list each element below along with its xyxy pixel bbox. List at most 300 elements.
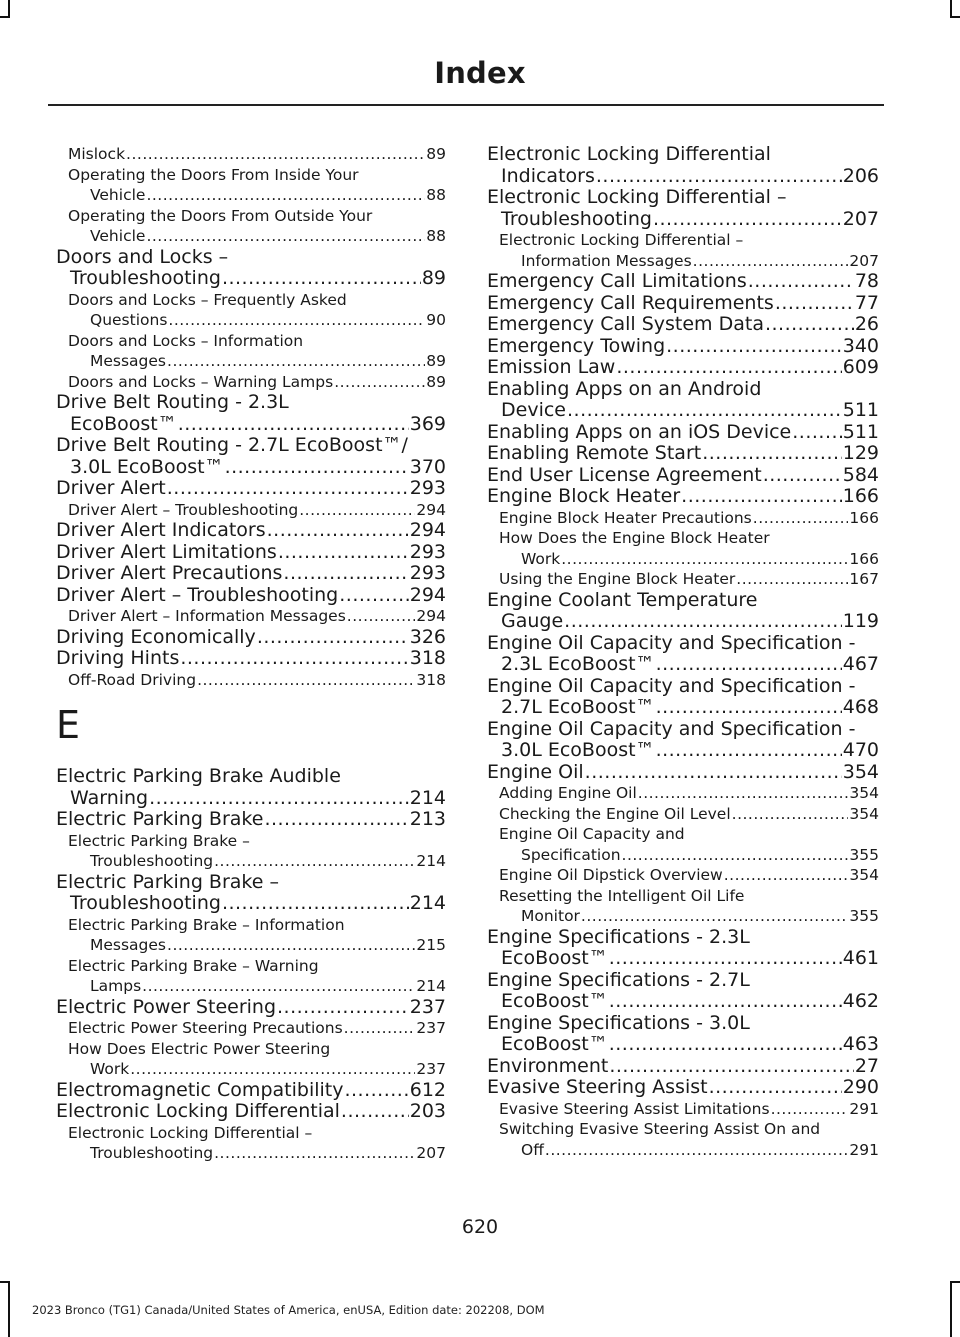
index-subentry: [56, 606, 446, 627]
entry-page-number: 89: [426, 352, 446, 370]
entry-page-number: 511: [842, 420, 879, 443]
entry-title-line: Electric Parking Brake – Warning: [68, 956, 319, 975]
index-column-left: [56, 144, 446, 1164]
entry-title: Engine Oil Dipstick Overview: [499, 866, 723, 884]
index-entry: [487, 443, 879, 465]
index-entry: [56, 648, 446, 670]
dot-leader: [264, 809, 408, 831]
entry-page-number: 467: [842, 653, 879, 675]
dot-leader: [656, 654, 842, 676]
entry-title-line: Engine Specifications - 3.0L: [487, 1011, 750, 1034]
index-entry: [487, 379, 879, 422]
entry-title-line: Electric Parking Brake Audible: [56, 765, 341, 787]
index-subentry: [56, 670, 446, 691]
entry-title: Emergency Towing: [487, 334, 666, 357]
entry-page-number: 470: [842, 739, 879, 761]
page-title: Index: [434, 56, 526, 90]
entry-title: Troubleshooting: [90, 852, 214, 870]
entry-title: Engine Block Heater: [487, 485, 681, 507]
index-entry: [487, 676, 879, 719]
entry-title: EcoBoost™: [70, 412, 177, 435]
dot-leader: [130, 1059, 415, 1080]
entry-page-number: 203: [409, 1100, 446, 1122]
entry-page-number: 354: [849, 804, 879, 823]
entry-title: 2.7L EcoBoost™: [501, 696, 655, 718]
entry-title: Engine Block Heater Precautions: [499, 508, 752, 527]
index-entry: [56, 766, 446, 809]
entry-page-number: 166: [842, 485, 879, 507]
entry-title: Driver Alert – Troubleshooting: [56, 583, 339, 606]
dot-leader: [596, 166, 842, 188]
entry-page-number: 213: [409, 808, 446, 830]
entry-page-number: 237: [416, 1060, 446, 1078]
index-subentry: [56, 1123, 446, 1164]
index-entry: [487, 762, 879, 784]
dot-leader: [339, 585, 408, 607]
entry-page-number: 354: [849, 784, 879, 802]
entry-page-number: 90: [426, 311, 446, 329]
dot-leader: [581, 906, 848, 927]
entry-title-line: Resetting the Intelligent Oil Life: [499, 886, 745, 905]
entry-page-number: 318: [416, 670, 446, 689]
index-subentry: [56, 1018, 446, 1039]
entry-title: Gauge: [501, 610, 564, 632]
index-entry: [487, 970, 879, 1013]
entry-title: Adding Engine Oil: [499, 784, 637, 802]
entry-page-number: 290: [842, 1076, 879, 1098]
index-entry: [487, 293, 879, 315]
entry-page-number: 207: [849, 251, 879, 270]
entry-title: Evasive Steering Assist: [487, 1076, 708, 1098]
entry-page-number: 355: [849, 907, 879, 925]
entry-title: 3.0L EcoBoost™: [501, 739, 655, 761]
entry-title-line: Engine Specifications - 2.7L: [487, 968, 750, 991]
dot-leader: [167, 351, 425, 372]
dot-leader: [149, 788, 409, 810]
entry-title: EcoBoost™: [501, 947, 608, 969]
entry-title: Lamps: [90, 977, 142, 995]
entry-title: Questions: [90, 311, 168, 329]
index-entry: [56, 392, 446, 435]
dot-leader: [146, 226, 425, 247]
entry-page-number: 369: [409, 412, 446, 435]
dot-leader: [214, 1143, 415, 1164]
entry-page-number: 129: [842, 442, 879, 464]
index-entry: [56, 247, 446, 290]
dot-leader: [299, 500, 415, 521]
index-entry: [487, 144, 879, 187]
index-subentry: [487, 508, 879, 529]
entry-page-number: 237: [409, 995, 446, 1018]
entry-page-number: 27: [854, 1054, 879, 1077]
dot-leader: [724, 865, 849, 886]
dot-leader: [267, 520, 409, 542]
dot-leader: [197, 670, 415, 691]
entry-title: Specification: [521, 845, 621, 864]
index-entry: [56, 872, 446, 915]
index-subentry: [487, 1099, 879, 1120]
entry-title-line: Engine Specifications - 2.3L: [487, 925, 750, 948]
index-subentry: [56, 915, 446, 956]
entry-page-number: 461: [842, 947, 879, 969]
dot-leader: [653, 209, 842, 231]
entry-page-number: 207: [842, 207, 879, 230]
index-entry: [487, 633, 879, 676]
entry-title-line: Electronic Locking Differential –: [499, 231, 744, 249]
entry-title: Electronic Locking Differential: [56, 1100, 340, 1122]
dot-leader: [732, 804, 849, 825]
entry-title: 3.0L EcoBoost™: [70, 455, 224, 478]
dot-leader: [775, 293, 854, 315]
dot-leader: [771, 1099, 849, 1120]
dot-leader: [792, 422, 841, 444]
dot-leader: [283, 563, 408, 585]
entry-title: Using the Engine Block Heater: [499, 570, 736, 588]
dot-leader: [656, 697, 842, 719]
entry-page-number: 26: [854, 313, 879, 335]
index-subentry: [56, 500, 446, 521]
index-entry: [56, 478, 446, 500]
crop-mark: [950, 1281, 952, 1337]
entry-title-line: Operating the Doors From Inside Your: [68, 165, 359, 184]
entry-page-number: 354: [842, 760, 879, 783]
dot-leader: [622, 845, 849, 866]
dot-leader: [693, 251, 849, 272]
entry-page-number: 326: [409, 625, 446, 648]
entry-title: Troubleshooting: [90, 1144, 214, 1162]
entry-title: Enabling Apps on an iOS Device: [487, 420, 792, 443]
index-subentry: [487, 886, 879, 927]
dot-leader: [344, 1080, 408, 1102]
entry-page-number: 370: [409, 455, 446, 478]
dot-leader: [609, 991, 842, 1013]
dot-leader: [666, 336, 842, 358]
entry-title: Electric Power Steering: [56, 995, 277, 1018]
entry-page-number: 340: [842, 334, 879, 357]
index-entry: [487, 590, 879, 633]
index-subentry: [56, 290, 446, 331]
entry-title-line: Electronic Locking Differential –: [487, 186, 787, 208]
dot-leader: [142, 976, 415, 997]
entry-page-number: 609: [842, 356, 879, 378]
dot-leader: [616, 357, 841, 379]
entry-page-number: 294: [409, 519, 446, 541]
index-entry: [56, 435, 446, 478]
entry-title: EcoBoost™: [501, 990, 608, 1012]
dot-leader: [609, 948, 842, 970]
dot-leader: [567, 400, 842, 422]
entry-page-number: 318: [409, 647, 446, 669]
entry-title: Driver Alert Indicators: [56, 519, 266, 541]
entry-title: Emergency Call System Data: [487, 313, 764, 335]
dot-leader: [585, 762, 842, 784]
entry-title-line: Switching Evasive Steering Assist On and: [499, 1120, 821, 1138]
entry-page-number: 89: [426, 372, 446, 391]
crop-mark: [950, 0, 952, 16]
entry-page-number: 511: [842, 399, 879, 421]
crop-mark: [950, 1281, 960, 1283]
index-subentry: [487, 1119, 879, 1160]
entry-page-number: 214: [416, 852, 446, 870]
entry-title: Driving Economically: [56, 625, 256, 648]
index-subentry: [56, 206, 446, 247]
entry-title-line: Engine Oil Capacity and: [499, 825, 685, 843]
index-entry: [56, 627, 446, 649]
entry-page-number: 119: [842, 610, 879, 632]
dot-leader: [609, 1056, 853, 1078]
dot-leader: [763, 465, 842, 487]
entry-title-line: Engine Coolant Temperature: [487, 588, 758, 611]
index-subentry: [487, 804, 879, 825]
entry-page-number: 293: [409, 562, 446, 584]
dot-leader: [168, 310, 425, 331]
crop-mark: [8, 0, 10, 16]
index-subentry: [487, 230, 879, 271]
index-entry: [487, 357, 879, 379]
index-subentry: [56, 144, 446, 165]
entry-title-line: Electric Parking Brake –: [56, 870, 279, 893]
index-entry: [56, 585, 446, 607]
entry-page-number: 462: [842, 990, 879, 1012]
index-entry: [487, 271, 879, 293]
entry-title-line: How Does Electric Power Steering: [68, 1039, 331, 1058]
entry-page-number: 355: [849, 845, 879, 864]
entry-page-number: 237: [416, 1019, 446, 1037]
entry-title: Work: [90, 1060, 130, 1078]
dot-leader: [564, 611, 842, 633]
entry-title: Driving Hints: [56, 647, 180, 669]
entry-page-number: 206: [842, 164, 879, 187]
index-subentry: [56, 956, 446, 997]
dot-leader: [257, 627, 409, 649]
index-entry: [487, 465, 879, 487]
entry-title: Evasive Steering Assist Limitations: [499, 1099, 770, 1118]
entry-page-number: 88: [426, 186, 446, 204]
index-subentry: [487, 824, 879, 865]
index-subentry: [56, 372, 446, 393]
page-number: 620: [461, 1216, 499, 1238]
entry-title-line: Operating the Doors From Outside Your: [68, 206, 373, 225]
entry-page-number: 293: [409, 477, 446, 499]
entry-title-line: Electronic Locking Differential: [487, 143, 771, 165]
index-entry: [487, 187, 879, 230]
crop-mark: [0, 1281, 10, 1283]
entry-page-number: 214: [416, 977, 446, 995]
entry-title-line: Enabling Apps on an Android: [487, 377, 762, 400]
entry-title: Electric Power Steering Precautions: [68, 1019, 343, 1037]
index-entry: [56, 1101, 446, 1123]
entry-page-number: 291: [849, 1140, 879, 1159]
entry-title: Mislock: [68, 145, 126, 163]
entry-title-line: Drive Belt Routing - 2.7L EcoBoost™/: [56, 434, 408, 456]
index-subentry: [487, 569, 879, 590]
entry-page-number: 294: [416, 607, 446, 625]
entry-page-number: 214: [409, 892, 446, 914]
dot-leader: [167, 935, 415, 956]
index-entry: [56, 542, 446, 564]
crop-mark: [0, 16, 10, 18]
entry-title: Emission Law: [487, 356, 616, 378]
entry-title: Doors and Locks – Warning Lamps: [68, 372, 334, 391]
dot-leader: [222, 893, 409, 915]
entry-title-line: Electric Parking Brake – Information: [68, 915, 345, 934]
index-subentry: [56, 1039, 446, 1080]
index-entry: [487, 1013, 879, 1056]
dot-leader: [214, 851, 415, 872]
dot-leader: [609, 1034, 842, 1056]
dot-leader: [225, 457, 409, 479]
entry-page-number: 584: [842, 463, 879, 486]
section-letter: E: [56, 703, 81, 747]
entry-title-line: How Does the Engine Block Heater: [499, 529, 770, 547]
crop-mark: [8, 1281, 10, 1337]
entry-title: EcoBoost™: [501, 1033, 608, 1055]
index-entry: [56, 1080, 446, 1102]
entry-title: 2.3L EcoBoost™: [501, 653, 655, 675]
dot-leader: [277, 997, 409, 1019]
dot-leader: [638, 783, 849, 804]
index-entry: [487, 719, 879, 762]
dot-leader: [753, 508, 849, 529]
index-entry: [487, 486, 879, 508]
crop-mark: [950, 16, 960, 18]
dot-leader: [702, 443, 842, 465]
entry-title: Troubleshooting: [70, 267, 221, 289]
index-entry: [487, 336, 879, 358]
index-entry: [56, 997, 446, 1019]
index-entry: [56, 520, 446, 542]
dot-leader: [656, 740, 842, 762]
dot-leader: [765, 314, 854, 336]
entry-page-number: 294: [416, 500, 446, 519]
entry-title: Engine Oil: [487, 760, 584, 783]
entry-title: Indicators: [501, 164, 595, 187]
index-subentry: [487, 865, 879, 886]
dot-leader: [545, 1140, 849, 1161]
entry-page-number: 89: [421, 267, 446, 289]
entry-title-line: Engine Oil Capacity and Specification -: [487, 674, 856, 697]
dot-leader: [178, 414, 409, 436]
entry-title: Enabling Remote Start: [487, 442, 702, 464]
entry-page-number: 89: [426, 145, 446, 163]
dot-leader: [180, 648, 408, 670]
dot-leader: [167, 478, 409, 500]
entry-page-number: 293: [409, 540, 446, 563]
entry-title-line: Electronic Locking Differential –: [68, 1123, 313, 1142]
dot-leader: [681, 486, 842, 508]
entry-title: Off: [521, 1140, 544, 1159]
entry-title: Electric Parking Brake: [56, 808, 264, 830]
entry-title: Driver Alert Limitations: [56, 540, 277, 563]
entry-title-line: Drive Belt Routing - 2.3L: [56, 391, 289, 413]
index-subentry: [56, 331, 446, 372]
entry-title: Troubleshooting: [501, 207, 652, 230]
index-column-right: [487, 144, 879, 1160]
entry-title: Messages: [90, 352, 167, 370]
entry-title: Driver Alert Precautions: [56, 562, 283, 584]
entry-title: Warning: [70, 786, 149, 809]
entry-page-number: 214: [409, 786, 446, 809]
dot-leader: [126, 144, 425, 165]
entry-page-number: 463: [842, 1033, 879, 1055]
entry-title: Information Messages: [521, 251, 692, 270]
edition-note: 2023 Bronco (TG1) Canada/United States of America, enUSA, Edition date: 202208, DOM: [32, 1303, 545, 1317]
entry-page-number: 612: [409, 1078, 446, 1101]
entry-title: Emergency Call Limitations: [487, 270, 747, 292]
entry-title: Vehicle: [90, 186, 146, 204]
dot-leader: [709, 1077, 842, 1099]
index-entry: [487, 1056, 879, 1078]
index-entry: [487, 314, 879, 336]
entry-page-number: 291: [849, 1099, 879, 1118]
entry-title: Messages: [90, 936, 167, 954]
entry-title: Emergency Call Requirements: [487, 291, 774, 314]
entry-page-number: 167: [849, 570, 879, 588]
entry-title: Vehicle: [90, 227, 146, 245]
dot-leader: [278, 542, 409, 564]
index-entry: [487, 1077, 879, 1099]
dot-leader: [334, 372, 425, 393]
entry-page-number: 354: [849, 866, 879, 884]
entry-title: Work: [521, 549, 561, 568]
entry-page-number: 166: [849, 549, 879, 568]
index-subentry: [56, 165, 446, 206]
entry-title: Environment: [487, 1054, 609, 1077]
entry-title-line: Doors and Locks – Frequently Asked: [68, 290, 347, 309]
entry-page-number: 468: [842, 696, 879, 718]
entry-page-number: 88: [426, 227, 446, 245]
entry-title-line: Doors and Locks –: [56, 245, 229, 268]
entry-title: Driver Alert – Information Messages: [68, 607, 346, 625]
index-subentry: [56, 831, 446, 872]
entry-title-line: Engine Oil Capacity and Specification -: [487, 717, 856, 740]
dot-leader: [344, 1018, 416, 1039]
dot-leader: [341, 1101, 409, 1123]
entry-title-line: Doors and Locks – Information: [68, 331, 304, 350]
entry-page-number: 294: [409, 583, 446, 606]
header-divider: [48, 104, 884, 106]
index-subentry: [487, 528, 879, 569]
entry-page-number: 215: [416, 936, 446, 954]
entry-page-number: 78: [854, 270, 879, 292]
dot-leader: [222, 268, 421, 290]
entry-title: Driver Alert – Troubleshooting: [68, 500, 299, 519]
entry-page-number: 207: [416, 1144, 446, 1162]
dot-leader: [146, 185, 425, 206]
entry-title: Electromagnetic Compatibility: [56, 1078, 344, 1101]
entry-title-line: Engine Oil Capacity and Specification -: [487, 631, 856, 654]
entry-page-number: 166: [849, 508, 879, 527]
entry-title: Checking the Engine Oil Level: [499, 804, 731, 823]
entry-title: Monitor: [521, 907, 580, 925]
entry-title-line: Electric Parking Brake –: [68, 831, 250, 850]
dot-leader: [748, 271, 854, 293]
entry-title: Device: [501, 399, 566, 421]
index-entry: [487, 927, 879, 970]
index-entry: [56, 563, 446, 585]
entry-title: Troubleshooting: [70, 892, 221, 914]
entry-title: Off-Road Driving: [68, 670, 197, 689]
index-entry: [56, 809, 446, 831]
dot-leader: [347, 606, 416, 627]
entry-title: End User License Agreement: [487, 463, 762, 486]
entry-page-number: 77: [854, 291, 879, 314]
dot-leader: [561, 549, 848, 570]
entry-title: Driver Alert: [56, 477, 166, 499]
index-subentry: [487, 783, 879, 804]
dot-leader: [736, 569, 848, 590]
index-entry: [487, 422, 879, 444]
